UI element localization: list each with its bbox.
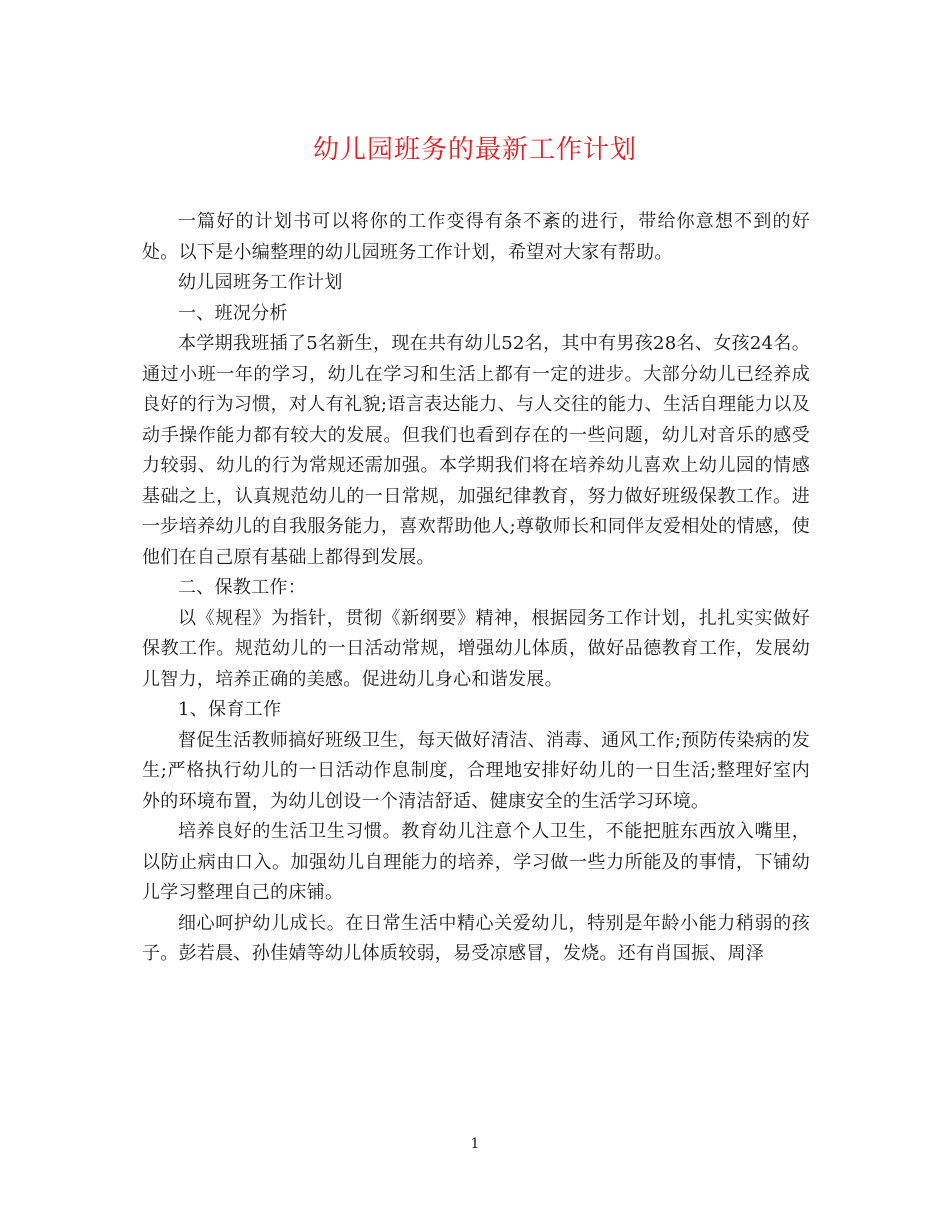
hygiene-habits-paragraph: 培养良好的生活卫生习惯。教育幼儿注意个人卫生，不能把脏东西放入嘴里，以防止病由口入。加强幼儿自理能力的培养，学习做一些力所能及的事情，下铺幼儿学习整理自己的床铺。	[142, 821, 810, 903]
section-heading-class-analysis: 一、班况分析	[178, 302, 288, 324]
class-analysis-paragraph: 本学期我班插了5名新生，现在共有幼儿52名，其中有男孩28名、女孩24名。通过小班一年的学习，幼儿在学习和生活上都有一定的进步。大部分幼儿已经养成良好的行为习惯，对人有礼貌;语言表达能力、与人交往的能力、生活自理能力以及动手操作能力都有较大的发展。但我们也看到存在的一些问题，幼儿对音乐的感受力较弱、幼儿的行为常规还需加强。本学期我们将在培养幼儿喜欢上幼儿园的情感基础之上，认真规范幼儿的一日常规，加强纪律教育，努力做好班级保教工作。进一步培养幼儿的自我服务能力，喜欢帮助他人;尊敬师长和同伴友爱相处的情感，使他们在自己原有基础上都得到发展。	[142, 333, 810, 568]
plan-heading: 幼儿园班务工作计划	[178, 272, 343, 293]
subsection-heading-care-work: 1、保育工作	[178, 699, 282, 720]
education-work-paragraph: 以《规程》为指针，贯彻《新纲要》精神，根据园务工作计划，扎扎实实做好保教工作。规范幼儿的一日活动常规，增强幼儿体质，做好品德教育工作，发展幼儿智力，培养正确的美感。促进幼儿身心和谐发展。	[142, 607, 810, 690]
section-heading-education-work: 二、保教工作：	[178, 577, 307, 598]
intro-paragraph: 一篇好的计划书可以将你的工作变得有条不紊的进行，带给你意想不到的好处。以下是小编整理的幼儿园班务工作计划，希望对大家有帮助。	[142, 211, 810, 263]
page-number: 1	[470, 1136, 480, 1152]
document-title: 幼儿园班务的最新工作计划	[312, 135, 637, 165]
care-work-paragraph: 督促生活教师搞好班级卫生，每天做好清洁、消毒、通风工作;预防传染病的发生;严格执行幼儿的一日活动作息制度，合理地安排好幼儿的一日生活;整理好室内外的环境布置，为幼儿创设一个清洁舒适、健康安全的生活学习环境。	[142, 729, 810, 812]
care-growth-paragraph: 细心呵护幼儿成长。在日常生活中精心关爱幼儿，特别是年龄小能力稍弱的孩子。彭若晨、孙佳婧等幼儿体质较弱，易受凉感冒，发烧。还有肖国振、周泽	[142, 912, 810, 964]
document-body	[142, 207, 810, 970]
